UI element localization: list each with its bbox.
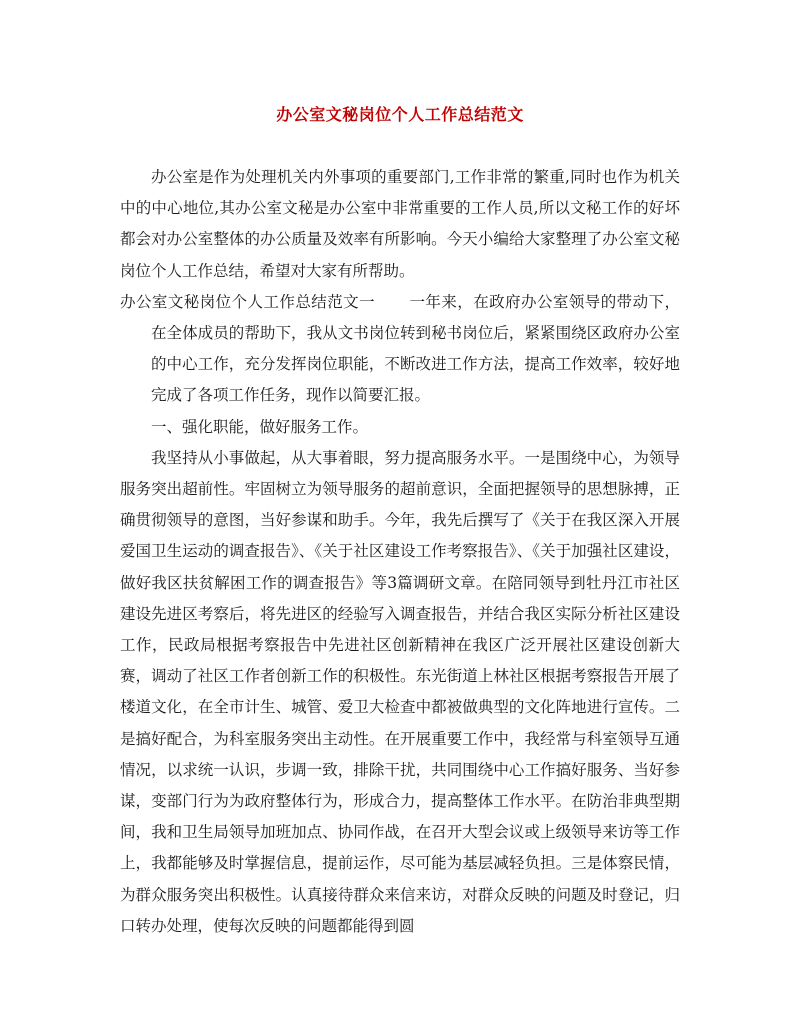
- document-title: 办公室文秘岗位个人工作总结范文: [276, 105, 524, 124]
- section-intro: 一年来，在政府办公室领导的带动下，在全体成员的帮助下，我从文书岗位转到秘书岗位后，紧紧围绕区政府办公室的中心工作，充分发挥岗位职能，不断改进工作方法，提高工作效率，较好地完成了各项工作任务，现作以简要汇报。: [151, 292, 680, 405]
- point-one-heading: 一、强化职能，做好服务工作。: [151, 417, 369, 436]
- body-paragraph: 我坚持从小事做起，从大事着眼，努力提高服务水平。一是围绕中心，为领导服务突出超前性。牢固树立为领导服务的超前意识，全面把握领导的思想脉搏，正确贯彻领导的意图，当好参谋和助手。今年，我先后撰写了《关于在我区深入开展爱国卫生运动的调查报告》、《关于社区建设工作考察报告》、《关于加强社区建设，做好我区扶贫解困工作的调查报告》等3篇调研文章。在陪同领导到牡丹江市社区建设先进区考察后，将先进区的经验写入调查报告，并结合我区实际分析社区建设工作，民政局根据考察报告中先进社区创新精神在我区广泛开展社区建设创新大赛，调动了社区工作者创新工作的积极性。东光街道上林社区根据考察报告开展了楼道文化，在全市计生、城管、爱卫大检查中都被做典型的文化阵地进行宣传。二是搞好配合，为科室服务突出主动性。在开展重要工作中，我经常与科室领导互通情况，以求统一认识，步调一致，排除干扰，共同围绕中心工作搞好服务、当好参谋，变部门行为为政府整体行为，形成合力，提高整体工作水平。在防治非典型期间，我和卫生局领导加班加点、协同作战，在召开大型会议或上级领导来访等工作上，我都能够及时掌握信息，提前运作，尽可能为基层减轻负担。三是体察民情，为群众服务突出积极性。认真接待群众来信来访，对群众反映的问题及时登记，归口转办处理，使每次反映的问题都能得到圆: [120, 448, 680, 935]
- intro-paragraph: 办公室是作为处理机关内外事项的重要部门,工作非常的繁重,同时也作为机关中的中心地位,其办公室文秘是办公室中非常重要的工作人员,所以文秘工作的好坏都会对办公室整体的办公质量及效率有所影响。今天小编给大家整理了办公室文秘岗位个人工作总结，希望对大家有所帮助。: [120, 168, 680, 280]
- section-paragraph: [120, 287, 680, 412]
- section-heading: 办公室文秘岗位个人工作总结范文一: [120, 292, 376, 311]
- document-body: [120, 162, 680, 942]
